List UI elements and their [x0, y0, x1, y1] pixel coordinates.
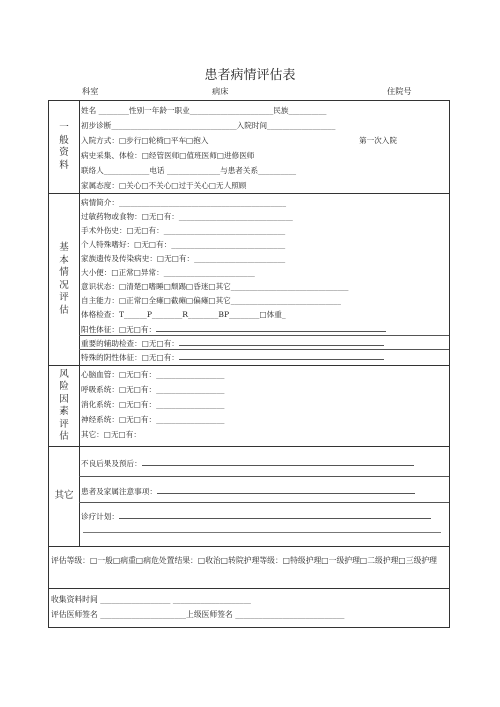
positive-signs-row[interactable]: 阳性体征：□无□有：	[81, 323, 449, 335]
footer-section	[49, 589, 449, 627]
habit-row[interactable]: 个人特殊嗜好：□无□有：______________________________	[81, 240, 286, 249]
other-section	[49, 447, 449, 547]
form-title: 患者病情评估表	[204, 68, 296, 83]
consciousness-row[interactable]: 意识状态：□清楚□嗜睡□颓踢□昏迷□其它_______________________________	[81, 282, 349, 291]
name-row[interactable]: 姓名 ________性别一年龄一职业______________________民族__________	[81, 106, 327, 115]
respiratory-row[interactable]: 呼吸系统：□无□有：__________________	[81, 385, 225, 394]
prognosis-row[interactable]: 不良后果及预后：	[81, 457, 449, 469]
cardio-row[interactable]: 心脑血管：□无□有：__________________	[81, 370, 225, 379]
digestive-row[interactable]: 消化系统：□无□有：__________________	[81, 400, 225, 409]
general-section	[49, 101, 449, 194]
contact-row[interactable]: 联络人____________电话 ______________与患者关系__________	[81, 166, 297, 175]
precautions-row[interactable]: 患者及家属注意事项：	[81, 485, 449, 497]
brief-row[interactable]: 病情简介：____________________________________________	[81, 198, 287, 207]
collect-time-row[interactable]: 收集资料时间 __________________ ____________________	[51, 595, 251, 604]
risk-section	[49, 366, 449, 447]
nervous-row[interactable]: 神经系统：□无□有：__________________	[81, 415, 225, 424]
divider	[79, 335, 449, 336]
surgery-row[interactable]: 手术外伤史：□无□有：________________________________	[81, 226, 286, 235]
negative-signs-row[interactable]: 特殊的阴性体征：□无□有：	[81, 351, 449, 363]
bed-label: 病床	[212, 86, 229, 96]
aux-exam-row[interactable]: 重要的辅助检查：□无□有：	[81, 337, 449, 349]
diagnosis-row[interactable]: 初步诊断_________________________________入院时间__________________	[81, 121, 336, 130]
divider	[79, 502, 449, 503]
allergy-row[interactable]: 过敏药物或食物：□无□有：______________________________	[81, 212, 293, 221]
autonomy-row[interactable]: 自主能力：□正常□全瘫□截瘫□偏瘫□其它_____________________________	[81, 296, 341, 305]
family-history-row[interactable]: 家族遗传及传染病史：□无□有：________________________	[81, 254, 286, 263]
assessment-section	[49, 547, 449, 589]
general-section-label: 一般资料	[49, 101, 80, 193]
divider	[79, 349, 449, 350]
inpatient-no-label: 住院号	[387, 86, 412, 96]
physical-exam-row[interactable]: 体格检查：T______P________R________BP________□体重_	[81, 310, 286, 319]
family-attitude-row[interactable]: 家属态度：□关心□不关心□过于关心□无人照顾	[81, 181, 247, 190]
excretion-row[interactable]: 大小便：□正常□异常：________________________	[81, 268, 255, 277]
history-row[interactable]: 病史采集、体检：□经管医师□值班医师□进修医师	[81, 151, 255, 160]
risk-other-row[interactable]: 其它：□无□有：	[81, 430, 141, 439]
divider	[79, 476, 449, 477]
risk-section-label: 风险因素评估	[49, 366, 80, 446]
admission-mode-row[interactable]: 入院方式：□步行□轮椅□平车□抱入	[81, 136, 209, 145]
assessment-grade-row[interactable]: 评估等级：□一般□病重□病危处置结果：□收治□转院护理等级：□特级护理□一级护理□二级护理□三级护理	[51, 556, 437, 565]
dept-label: 科室	[82, 86, 99, 96]
admission-count: 第一次入院	[359, 136, 397, 145]
signature-row[interactable]: 评估医师签名 ______________________上级医师签名 ____________________________	[51, 610, 345, 619]
blank-line[interactable]	[83, 532, 441, 533]
basic-section	[49, 194, 449, 366]
other-section-label: 其它	[49, 447, 80, 546]
treatment-plan-row[interactable]: 诊疗计划：	[81, 510, 449, 522]
basic-section-label: 基本情况评估	[49, 194, 80, 365]
assessment-form-table	[48, 100, 450, 628]
